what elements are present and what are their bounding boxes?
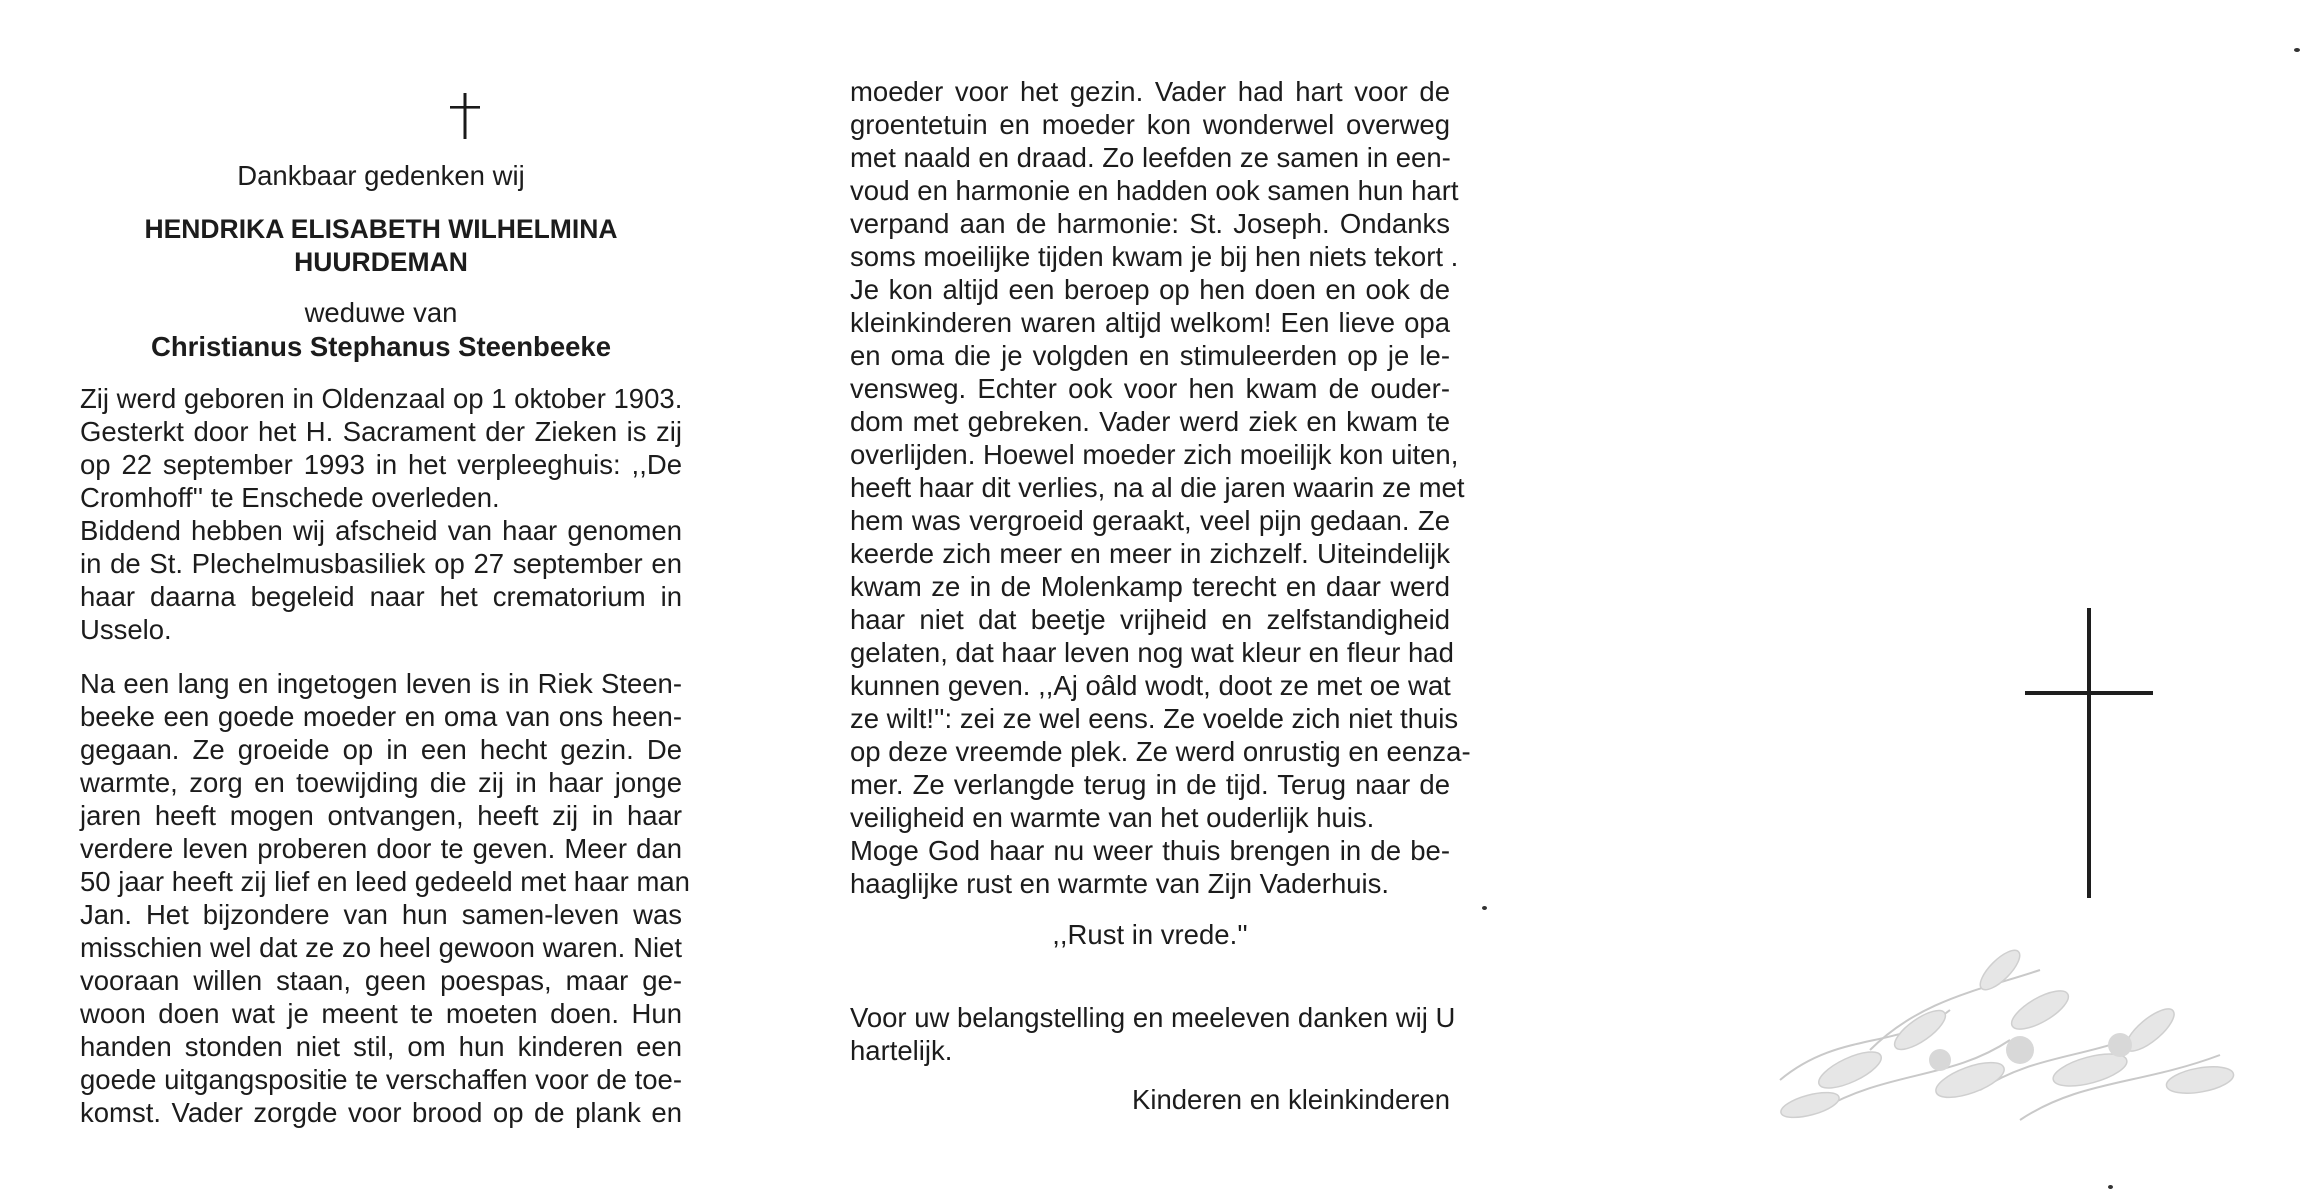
biography-paragraph <box>80 382 682 646</box>
rest-in-peace-quote: ,,Rust in vrede.'' <box>1052 919 1248 950</box>
bio-line: haar daarna begeleid naar het crematorium in <box>80 581 682 612</box>
thanks-line: Voor uw belangstelling en meeleven danken wij U <box>850 1002 1456 1033</box>
story-line: heeft haar dit verlies, na al die jaren waarin ze met <box>850 472 1465 503</box>
small-cross-icon <box>445 93 485 139</box>
story-line: handen stonden niet stil, om hun kinderen een <box>80 1031 682 1062</box>
story-line: veiligheid en warmte van het ouderlijk huis. <box>850 802 1375 833</box>
story-line: groentetuin en moeder kon wonderwel overweg <box>850 109 1450 140</box>
thanks-line: hartelijk. <box>850 1035 953 1066</box>
story-line: verdere leven proberen door te geven. Meer dan <box>80 833 682 864</box>
story-line: vooraan willen staan, geen poespas, maar ge- <box>80 965 682 996</box>
story-line: kunnen geven. ,,Aj oâld wodt, doot ze met oe wat <box>850 670 1451 701</box>
widow-of-label: weduwe van <box>304 297 458 328</box>
husband-name: Christianus Stephanus Steenbeeke <box>151 331 611 362</box>
deceased-name-line2: HUURDEMAN <box>294 247 468 277</box>
story-line: kwam ze in de Molenkamp terecht en daar werd <box>850 571 1450 602</box>
story-line: jaren heeft mogen ontvangen, heeft zij in haar <box>80 800 682 831</box>
story-line: beeke een goede moeder en oma van ons heen- <box>80 701 682 732</box>
story-line: ze wilt!'': zei ze wel eens. Ze voelde zich niet thuis <box>850 703 1459 734</box>
story-line: soms moeilijke tijden kwam je bij hen niets tekort . <box>850 241 1459 272</box>
story-line: Moge God haar nu weer thuis brengen in de be- <box>850 835 1450 866</box>
story-line: vensweg. Echter ook voor hen kwam de ouder- <box>850 373 1450 404</box>
story-line: Je kon altijd een beroep op hen doen en ook de <box>850 274 1450 305</box>
bio-line: in de St. Plechelmusbasiliek op 27 september en <box>80 548 682 579</box>
story-line: gegaan. Ze groeide op in een hecht gezin. De <box>80 734 682 765</box>
bio-line: Biddend hebben wij afscheid van haar genomen <box>80 515 682 546</box>
story-line: woon doen wat je meent te moeten doen. Hun <box>80 998 682 1029</box>
story-line: haaglijke rust en warmte van Zijn Vaderhuis. <box>850 868 1390 899</box>
bio-line: Cromhoff'' te Enschede overleden. <box>80 482 500 513</box>
story-line: Jan. Het bijzondere van hun samen-leven was <box>80 899 682 930</box>
story-line: op deze vreemde plek. Ze werd onrustig en eenza- <box>850 736 1471 767</box>
story-line: met naald en draad. Zo leefden ze samen in een- <box>850 142 1451 173</box>
intro-text: Dankbaar gedenken wij <box>237 160 525 191</box>
large-cross-icon <box>2018 608 2158 898</box>
flower-decoration <box>1720 880 2260 1140</box>
story-line: voud en harmonie en hadden ook samen hun hart <box>850 175 1459 206</box>
scan-speck <box>1482 906 1487 910</box>
story-line: kleinkinderen waren altijd welkom! Een lieve opa <box>850 307 1450 338</box>
story-line: verpand aan de harmonie: St. Joseph. Ondanks <box>850 208 1450 239</box>
story-line: dom met gebreken. Vader werd ziek en kwam te <box>850 406 1450 437</box>
story-line: en oma die je volgden en stimuleerden op je le- <box>850 340 1450 371</box>
middle-column <box>850 75 1471 1116</box>
story-line: hem was vergroeid geraakt, veel pijn gedaan. Ze <box>850 505 1450 536</box>
bio-line: op 22 september 1993 in het verpleeghuis: ,,De <box>80 449 682 480</box>
story-line: 50 jaar heeft zij lief en leed gedeeld met haar man <box>80 866 690 897</box>
story-line: keerde zich meer en meer in zichzelf. Uiteindelijk <box>850 538 1450 569</box>
scan-speck <box>2108 1185 2113 1189</box>
bio-line: Usselo. <box>80 614 172 645</box>
story-line: Na een lang en ingetogen leven is in Riek Steen- <box>80 668 682 699</box>
story-line: moeder voor het gezin. Vader had hart voor de <box>850 76 1450 107</box>
deceased-name-line1: HENDRIKA ELISABETH WILHELMINA <box>144 214 618 244</box>
story-line: overlijden. Hoewel moeder zich moeilijk kon uiten, <box>850 439 1459 470</box>
scan-speck <box>2294 48 2300 52</box>
thanks-paragraph <box>850 1001 1456 1067</box>
story-line: gelaten, dat haar leven nog wat kleur en fleur had <box>850 637 1454 668</box>
story-line: komst. Vader zorgde voor brood op de plank en <box>80 1097 682 1128</box>
story-line: haar niet dat beetje vrijheid en zelfstandigheid <box>850 604 1450 635</box>
story-paragraph-left <box>80 667 690 1129</box>
story-line: misschien wel dat ze zo heel gewoon waren. Niet <box>80 932 682 963</box>
bio-line: Gesterkt door het H. Sacrament der Zieken is zij <box>80 416 682 447</box>
story-paragraph-right <box>850 75 1471 900</box>
story-line: warmte, zorg en toewijding die zij in haar jonge <box>80 767 682 798</box>
story-line: goede uitgangspositie te verschaffen voor de toe- <box>80 1064 682 1095</box>
signoff: Kinderen en kleinkinderen <box>1132 1084 1450 1115</box>
story-line: mer. Ze verlangde terug in de tijd. Terug naar de <box>850 769 1450 800</box>
bio-line: Zij werd geboren in Oldenzaal op 1 oktober 1903. <box>80 383 683 414</box>
